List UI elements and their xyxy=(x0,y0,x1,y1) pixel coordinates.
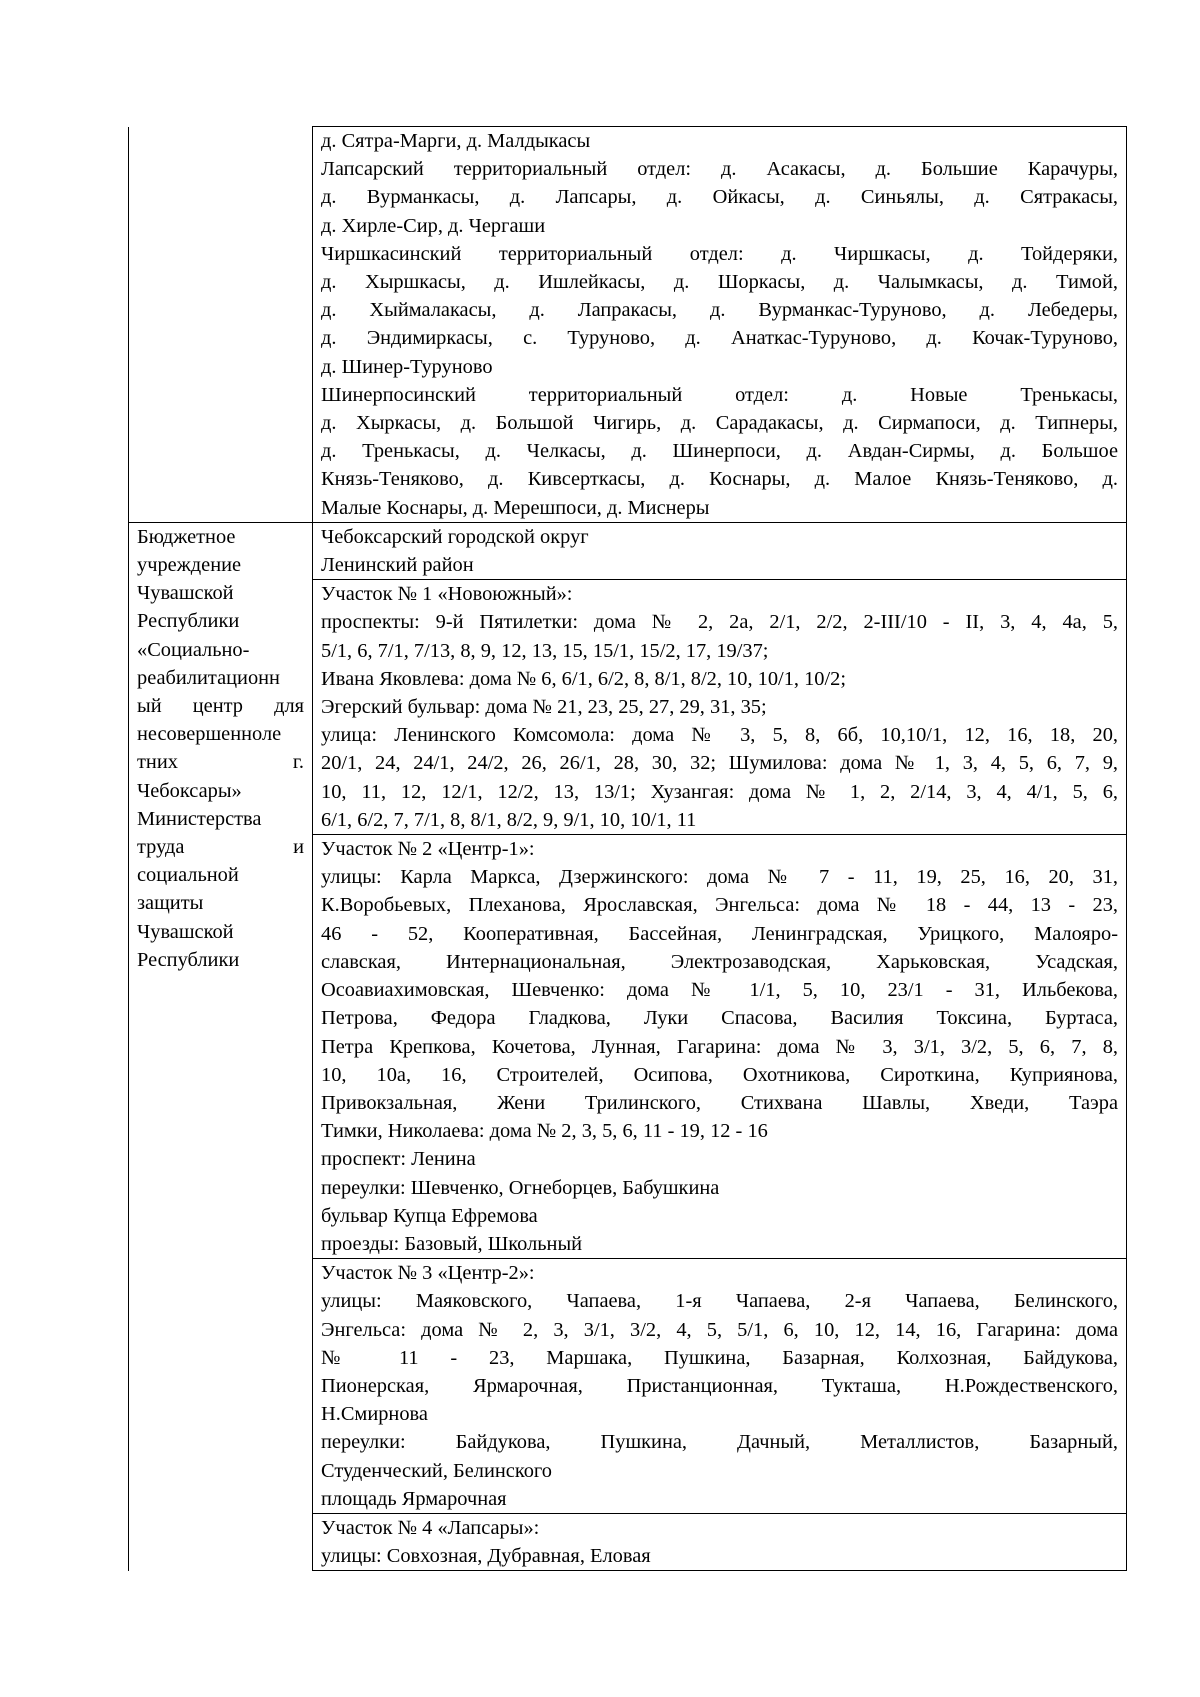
table-row-continuation xyxy=(129,127,1127,523)
territory-line: д. Хыркасы, д. Большой Чигирь, д. Сарадакасы, д. Сирмапоси, д. Типнеры, xyxy=(321,412,1118,435)
section-line: проезды: Базовый, Школьный xyxy=(321,1232,583,1255)
institution-line: несовершенноле xyxy=(137,723,282,746)
institution-line: Республики xyxy=(137,948,240,971)
section-line: Ивана Яковлева: дома № 6, 6/1, 6/2, 8, 8/1, 8/2, 10, 10/1, 10/2; xyxy=(321,667,846,690)
section-line: 46 - 52, Кооперативная, Бассейная, Ленинградская, Урицкого, Малояро- xyxy=(321,922,1118,945)
territory-line: Шинерпосинский территориальный отдел: д. Новые Тренькасы, xyxy=(321,383,1118,406)
institution-line: реабилитационн xyxy=(137,666,280,689)
section-line: Студенческий, Белинского xyxy=(321,1459,552,1482)
section-cell-3 xyxy=(313,1259,1127,1514)
section-title: Участок № 2 «Центр-1»: xyxy=(321,838,535,861)
territory-line: д. Хирле-Сир, д. Чергаши xyxy=(321,214,546,237)
territory-cell-continuation xyxy=(313,127,1127,523)
territory-line: д. Тренькасы, д. Челкасы, д. Шинерпоси, д. Авдан-Сирмы, д. Большое xyxy=(321,440,1118,463)
section-line: славская, Интернациональная, Электрозаводская, Харьковская, Усадская, xyxy=(321,950,1118,973)
institution-line: Чебоксары» xyxy=(137,779,242,802)
territory-line: д. Хыймалакасы, д. Лапракасы, д. Вурманкас-Туруново, д. Лебедеры, xyxy=(321,299,1118,322)
district-header-line: Чебоксарский городской округ xyxy=(321,525,589,548)
section-line: Тимки, Николаева: дома № 2, 3, 5, 6, 11 - 19, 12 - 16 xyxy=(321,1120,768,1143)
section-title: Участок № 4 «Лапсары»: xyxy=(321,1516,540,1539)
section-line: № 11 - 23, Маршака, Пушкина, Базарная, Колхозная, Байдукова, xyxy=(321,1346,1118,1369)
institution-line: «Социально- xyxy=(137,638,250,661)
institution-line: Республики xyxy=(137,610,240,633)
institution-line: Чувашской xyxy=(137,582,234,605)
section-cell-2 xyxy=(313,835,1127,1259)
institution-line: Бюджетное xyxy=(137,525,236,548)
section-cell-1 xyxy=(313,580,1127,835)
section-title: Участок № 3 «Центр-2»: xyxy=(321,1262,535,1285)
institution-line: тних г. xyxy=(137,751,304,774)
institution-line: учреждение xyxy=(137,554,242,577)
section-line: переулки: Байдукова, Пушкина, Дачный, Металлистов, Базарный, xyxy=(321,1431,1118,1454)
section-line: Петра Крепкова, Кочетова, Лунная, Гагарина: дома № 3, 3/1, 3/2, 5, 6, 7, 8, xyxy=(321,1035,1118,1058)
section-line: Эгерский бульвар: дома № 21, 23, 25, 27, 29, 31, 35; xyxy=(321,696,767,719)
territory-line: д. Сятра-Марги, д. Малдыкасы xyxy=(321,130,591,152)
section-line: переулки: Шевченко, Огнеборцев, Бабушкина xyxy=(321,1176,720,1199)
section-line: 10, 10а, 16, Строителей, Осипова, Охотникова, Сироткина, Куприянова, xyxy=(321,1063,1118,1086)
section-line: Пионерская, Ярмарочная, Пристанционная, Тукташа, Н.Рождественского, xyxy=(321,1374,1118,1397)
institution-cell xyxy=(129,522,313,1571)
section-line: площадь Ярмарочная xyxy=(321,1487,507,1510)
institution-line: Министерства xyxy=(137,807,262,830)
section-line: Н.Смирнова xyxy=(321,1403,428,1426)
section-line: проспекты: 9-й Пятилетки: дома № 2, 2а, 2/1, 2/2, 2-III/10 - II, 3, 4, 4а, 5, xyxy=(321,611,1118,634)
institution-line: ый центр для xyxy=(137,695,304,718)
district-header-cell xyxy=(313,522,1127,579)
territory-line: Малые Коснары, д. Мерешпоси, д. Миснеры xyxy=(321,496,710,519)
institution-line: Чувашской xyxy=(137,920,234,943)
territory-line: д. Шинер-Туруново xyxy=(321,355,493,378)
section-line: Петрова, Федора Гладкова, Луки Спасова, Василия Токсина, Буртаса, xyxy=(321,1007,1118,1030)
section-line: проспект: Ленина xyxy=(321,1148,476,1171)
territory-line: д. Эндимиркасы, с. Туруново, д. Анаткас-Туруново, д. Кочак-Туруново, xyxy=(321,327,1118,350)
section-line: Энгельса: дома № 2, 3, 3/1, 3/2, 4, 5, 5/1, 6, 10, 12, 14, 16, Гагарина: дома xyxy=(321,1318,1118,1341)
section-line: Привокзальная, Жени Трилинского, Стихвана Шавлы, Хведи, Таэра xyxy=(321,1091,1118,1114)
institution-line: социальной xyxy=(137,864,239,887)
territory-line: Лапсарский территориальный отдел: д. Асакасы, д. Большие Карачуры, xyxy=(321,158,1118,181)
section-line: 5/1, 6, 7/1, 7/13, 8, 9, 12, 13, 15, 15/1, 15/2, 17, 19/37; xyxy=(321,639,769,662)
section-line: улицы: Совхозная, Дубравная, Еловая xyxy=(321,1545,651,1568)
territory-line: д. Хыршкасы, д. Ишлейкасы, д. Шоркасы, д. Чалымкасы, д. Тимой, xyxy=(321,271,1118,294)
section-line: Осоавиахимовская, Шевченко: дома № 1/1, 5, 10, 23/1 - 31, Ильбекова, xyxy=(321,979,1118,1002)
institution-line: труда и xyxy=(137,836,304,859)
section-line: улицы: Карла Маркса, Дзержинского: дома № 7 - 11, 19, 25, 16, 20, 31, xyxy=(321,866,1118,889)
territory-line: Чиршкасинский территориальный отдел: д. Чиршкасы, д. Тойдеряки, xyxy=(321,242,1118,265)
section-line: улица: Ленинского Комсомола: дома № 3, 5, 8, 6б, 10,10/1, 12, 16, 18, 20, xyxy=(321,724,1118,747)
institution-line: защиты xyxy=(137,892,204,915)
district-header-line: Ленинский район xyxy=(321,554,474,577)
territory-line: д. Вурманкасы, д. Лапсары, д. Ойкасы, д. Синьялы, д. Сятракасы, xyxy=(321,186,1118,209)
section-line: 20/1, 24, 24/1, 24/2, 26, 26/1, 28, 30, 32; Шумилова: дома № 1, 3, 4, 5, 6, 7, 9, xyxy=(321,752,1118,775)
section-cell-4 xyxy=(313,1513,1127,1570)
section-title: Участок № 1 «Новоюжный»: xyxy=(321,583,573,606)
section-line: 6/1, 6/2, 7, 7/1, 8, 8/1, 8/2, 9, 9/1, 10, 10/1, 11 xyxy=(321,808,697,831)
district-assignment-table xyxy=(128,126,1127,1571)
table-row-district-header xyxy=(129,522,1127,579)
section-line: улицы: Маяковского, Чапаева, 1-я Чапаева, 2-я Чапаева, Белинского, xyxy=(321,1290,1118,1313)
section-line: бульвар Купца Ефремова xyxy=(321,1204,538,1227)
section-line: 10, 11, 12, 12/1, 12/2, 13, 13/1; Хузангая: дома № 1, 2, 2/14, 3, 4, 4/1, 5, 6, xyxy=(321,780,1118,803)
territory-line: Князь-Теняково, д. Кивсерткасы, д. Коснары, д. Малое Князь-Теняково, д. xyxy=(321,468,1118,491)
institution-cell-empty xyxy=(129,127,313,523)
section-line: К.Воробьевых, Плеханова, Ярославская, Энгельса: дома № 18 - 44, 13 - 23, xyxy=(321,894,1118,917)
